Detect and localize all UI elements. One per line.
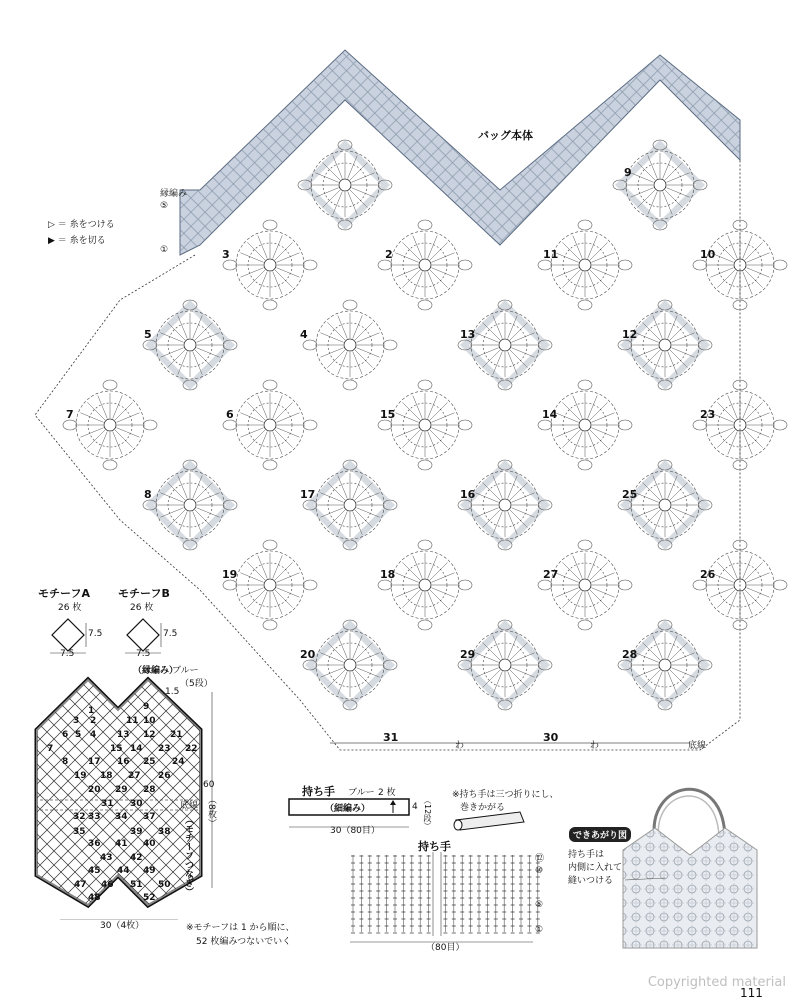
motif-number: 9 — [624, 166, 632, 179]
motif — [298, 140, 392, 230]
layout-bottom-line: 底線 — [180, 801, 199, 811]
motif — [378, 220, 472, 310]
finished-title: できあがり図 — [569, 827, 631, 842]
layout-cell-number: 35 — [73, 827, 86, 837]
legend-attach: ▷ ＝ 糸をつける — [48, 220, 115, 230]
motif — [618, 300, 712, 390]
layout-cell-number: 36 — [88, 839, 101, 849]
bottom-line-label: 底線 — [688, 741, 707, 751]
layout-cell-number: 32 — [73, 812, 86, 822]
layout-cell-number: 38 — [158, 827, 171, 837]
edge-label: 縁編み — [160, 189, 188, 199]
layout-cell-number: 3 — [73, 716, 80, 726]
layout-cell-number: 21 — [170, 730, 183, 740]
layout-cell-number: 48 — [88, 893, 101, 903]
handle-chart — [345, 850, 545, 950]
motif-a-title: モチーフA — [38, 587, 90, 600]
layout-cell-number: 26 — [158, 771, 171, 781]
layout-cell-number: 41 — [115, 839, 128, 849]
layout-cell-number: 7 — [47, 744, 54, 754]
layout-cell-number: 45 — [88, 866, 101, 876]
motif-number: 19 — [222, 568, 238, 581]
handle-chart-width: （80目） — [426, 943, 465, 953]
motif-number: 18 — [380, 568, 396, 581]
layout-cell-number: 28 — [143, 785, 156, 795]
layout-cell-number: 31 — [101, 799, 114, 809]
motif — [458, 300, 552, 390]
layout-edge-label: （縁編み） — [133, 666, 179, 676]
handle-row-12: ⑫ — [535, 854, 545, 864]
layout-cell-number: 13 — [117, 730, 130, 740]
motif-number: 26 — [700, 568, 716, 581]
motif — [143, 460, 237, 550]
motif-number: 10 — [700, 248, 716, 261]
layout-note-1: ※モチーフは 1 から順に、 — [186, 923, 295, 933]
layout-width: 30（4枚） — [100, 921, 145, 931]
handle-color: ブルー — [348, 788, 375, 798]
layout-cell-number: 24 — [172, 757, 185, 767]
chart-title: バッグ本体 — [478, 129, 533, 142]
motif — [223, 220, 317, 310]
layout-cell-number: 12 — [143, 730, 156, 740]
layout-height: 60 — [203, 780, 215, 790]
motif — [303, 460, 397, 550]
layout-cell-number: 19 — [74, 771, 87, 781]
layout-cell-number: 51 — [130, 880, 143, 890]
handle-roll-icon — [450, 808, 530, 832]
layout-cell-number: 30 — [130, 799, 143, 809]
motif — [538, 220, 632, 310]
motif-number: 28 — [622, 648, 638, 661]
handle-row-1: ① — [535, 925, 544, 935]
handle-chart-title: 持ち手 — [418, 840, 451, 853]
layout-cell-number: 37 — [143, 812, 156, 822]
handle-title: 持ち手 — [302, 785, 335, 798]
layout-cell-number: 43 — [100, 853, 113, 863]
layout-cell-number: 17 — [88, 757, 101, 767]
layout-cell-number: 22 — [185, 744, 198, 754]
layout-cell-number: 33 — [88, 812, 101, 822]
layout-cell-number: 16 — [117, 757, 130, 767]
layout-cell-number: 6 — [62, 730, 69, 740]
handle-height-rows: （12段） — [423, 796, 432, 831]
motif — [538, 540, 632, 630]
motif-number: 7 — [66, 408, 74, 421]
motif-number: 30 — [543, 731, 559, 744]
motif — [613, 140, 707, 230]
motif-number: 20 — [300, 648, 316, 661]
layout-cell-number: 25 — [143, 757, 156, 767]
layout-cell-number: 44 — [117, 866, 130, 876]
motif-b-bottom: 7.5 — [136, 649, 151, 659]
layout-cell-number: 9 — [143, 702, 150, 712]
motif-number: 4 — [300, 328, 308, 341]
motif — [458, 460, 552, 550]
motif — [618, 460, 712, 550]
motif — [378, 380, 472, 470]
row-mark-1: ① — [160, 245, 169, 255]
layout-cell-number: 18 — [100, 771, 113, 781]
layout-cell-number: 23 — [158, 744, 171, 754]
layout-cell-number: 42 — [130, 853, 143, 863]
motif-number: 5 — [144, 328, 152, 341]
layout-cell-number: 2 — [90, 716, 97, 726]
layout-cell-number: 46 — [101, 880, 114, 890]
page-number: 111 — [740, 986, 763, 1000]
motif-b-count: 26 枚 — [130, 603, 154, 613]
motif — [538, 380, 632, 470]
motif-number: 16 — [460, 488, 476, 501]
layout-joining: （モチーフつなぎ） — [183, 815, 193, 896]
motif-number: 14 — [542, 408, 558, 421]
legend-cut: ▶ ＝ 糸を切る — [48, 236, 106, 246]
motif-number: 12 — [622, 328, 638, 341]
layout-cell-number: 34 — [115, 812, 128, 822]
handle-note-1: ※持ち手は三つ折りにし、 — [452, 790, 559, 800]
layout-cell-number: 20 — [88, 785, 101, 795]
layout-cell-number: 11 — [126, 716, 139, 726]
layout-cell-number: 5 — [75, 730, 82, 740]
motif-number: 13 — [460, 328, 476, 341]
handle-row-5: ⑤ — [535, 900, 544, 910]
motif-number: 11 — [543, 248, 559, 261]
layout-cell-number: 4 — [90, 730, 97, 740]
motif-number: 3 — [222, 248, 230, 261]
motif — [303, 300, 397, 390]
layout-cell-number: 40 — [143, 839, 156, 849]
layout-height-rows: （8枚） — [206, 795, 216, 828]
motif-number: 23 — [700, 408, 716, 421]
layout-edge-color: ブルー — [172, 666, 199, 676]
motif-number: 8 — [144, 488, 152, 501]
ring-label: わ — [455, 741, 465, 751]
layout-cell-number: 49 — [143, 866, 156, 876]
layout-note-2: 52 枚編みつないでいく — [196, 937, 292, 947]
motif-number: 17 — [300, 488, 316, 501]
motif-a-bottom: 7.5 — [60, 649, 75, 659]
motif-number: 2 — [385, 248, 393, 261]
motif — [303, 620, 397, 710]
layout-cell-number: 47 — [74, 880, 87, 890]
finished-bag-illustration — [615, 770, 765, 965]
motif-number: 25 — [622, 488, 638, 501]
motif-b-side: 7.5 — [163, 629, 178, 639]
layout-cell-number: 39 — [130, 827, 143, 837]
layout-cell-number: 50 — [158, 880, 171, 890]
handle-note-2: 巻きかがる — [460, 803, 506, 813]
motif — [618, 620, 712, 710]
motif-a-count: 26 枚 — [58, 603, 82, 613]
copyright-notice: Copyrighted material — [647, 975, 786, 990]
motif — [63, 380, 157, 470]
motif-number: 15 — [380, 408, 396, 421]
ring-label: わ — [590, 741, 600, 751]
layout-cell-number: 8 — [62, 757, 69, 767]
handle-width: 30（80目） — [330, 826, 380, 836]
layout-edge-width: 1.5 — [165, 687, 180, 697]
layout-cell-number: 27 — [128, 771, 141, 781]
row-mark-5: ⑤ — [160, 201, 169, 211]
layout-cell-number: 15 — [110, 744, 123, 754]
handle-height: 4 — [412, 802, 418, 812]
motif — [458, 620, 552, 710]
layout-cell-number: 14 — [130, 744, 143, 754]
motif-b-title: モチーフB — [118, 587, 170, 600]
handle-count: 2 枚 — [378, 788, 396, 798]
motif-number: 27 — [543, 568, 559, 581]
motif-a-side: 7.5 — [88, 629, 103, 639]
layout-cell-number: 10 — [143, 716, 156, 726]
finished-note-3: 縫いつける — [568, 876, 614, 886]
layout-cell-number: 52 — [143, 893, 156, 903]
layout-cell-number: 1 — [88, 706, 95, 716]
layout-edge-rows: （5段） — [180, 679, 213, 689]
motif — [143, 300, 237, 390]
motif-number: 29 — [460, 648, 476, 661]
motif-number: 6 — [226, 408, 234, 421]
finished-note-2: 内側に入れて — [568, 863, 623, 873]
motif — [223, 540, 317, 630]
layout-cell-number: 29 — [115, 785, 128, 795]
motif — [378, 540, 472, 630]
motif — [223, 380, 317, 470]
handle-row-10: ⑩ — [535, 866, 544, 876]
finished-note-1: 持ち手は — [568, 850, 605, 860]
motif-number: 31 — [383, 731, 399, 744]
handle-inner-label: （細編み） — [325, 804, 371, 814]
